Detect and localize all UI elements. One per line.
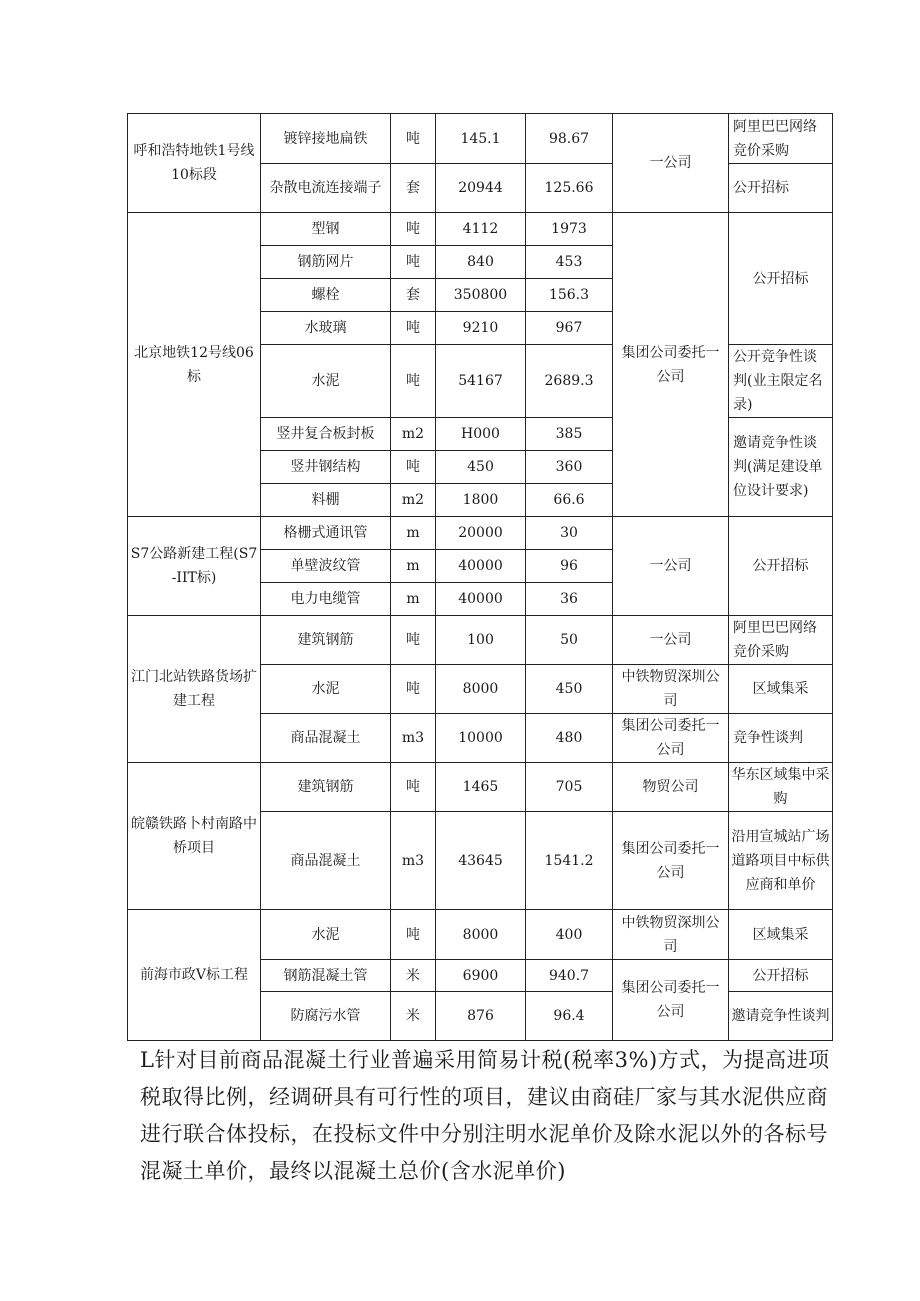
project-name: 呼和浩特地铁1号线10标段 <box>128 114 261 213</box>
quantity: 6900 <box>436 960 526 992</box>
amount: 400 <box>526 910 613 960</box>
material: 水泥 <box>261 345 391 418</box>
project-name: 皖赣铁路卜村南路中桥项目 <box>128 763 261 910</box>
material: 螺栓 <box>261 279 391 312</box>
material: 水泥 <box>261 910 391 960</box>
unit: 吨 <box>391 114 436 164</box>
unit: 吨 <box>391 345 436 418</box>
quantity: H000 <box>436 418 526 451</box>
supplier: 一公司 <box>613 114 729 213</box>
amount: 1973 <box>526 213 613 246</box>
procurement-method: 区域集采 <box>729 665 833 714</box>
amount: 50 <box>526 616 613 665</box>
quantity: 8000 <box>436 910 526 960</box>
procurement-method: 竞争性谈判 <box>729 714 833 763</box>
quantity: 20944 <box>436 164 526 213</box>
material: 防腐污水管 <box>261 992 391 1041</box>
unit: 吨 <box>391 910 436 960</box>
material: 商品混凝土 <box>261 714 391 763</box>
quantity: 43645 <box>436 812 526 910</box>
quantity: 1800 <box>436 484 526 517</box>
amount: 453 <box>526 246 613 279</box>
unit: m3 <box>391 714 436 763</box>
project-name: 前海市政V标工程 <box>128 910 261 1041</box>
supplier: 集团公司委托一公司 <box>613 213 729 517</box>
quantity: 8000 <box>436 665 526 714</box>
quantity: 145.1 <box>436 114 526 164</box>
table-row <box>128 616 833 665</box>
procurement-method: 沿用宣城站广场道路项目中标供应商和单价 <box>729 812 833 910</box>
unit: 米 <box>391 960 436 992</box>
procurement-method: 公开招标 <box>729 517 833 616</box>
material: 钢筋混凝土管 <box>261 960 391 992</box>
supplier: 物贸公司 <box>613 763 729 812</box>
amount: 98.67 <box>526 114 613 164</box>
unit: 套 <box>391 279 436 312</box>
material: 竖井复合板封板 <box>261 418 391 451</box>
procurement-method: 阿里巴巴网络竞价采购 <box>729 114 833 164</box>
quantity: 1465 <box>436 763 526 812</box>
procurement-method: 阿里巴巴网络竞价采购 <box>729 616 833 665</box>
amount: 450 <box>526 665 613 714</box>
supplier: 一公司 <box>613 616 729 665</box>
procurement-method: 华东区域集中采购 <box>729 763 833 812</box>
procurement-method: 公开竞争性谈判(业主限定名录) <box>729 345 833 418</box>
amount: 940.7 <box>526 960 613 992</box>
material: 水玻璃 <box>261 312 391 345</box>
amount: 156.3 <box>526 279 613 312</box>
amount: 2689.3 <box>526 345 613 418</box>
procurement-method: 公开招标 <box>729 960 833 992</box>
material: 型钢 <box>261 213 391 246</box>
quantity: 40000 <box>436 583 526 616</box>
unit: 米 <box>391 992 436 1041</box>
table-row <box>128 763 833 812</box>
amount: 96 <box>526 550 613 583</box>
quantity: 9210 <box>436 312 526 345</box>
material: 电力电缆管 <box>261 583 391 616</box>
quantity: 54167 <box>436 345 526 418</box>
amount: 360 <box>526 451 613 484</box>
material: 钢筋网片 <box>261 246 391 279</box>
quantity: 4112 <box>436 213 526 246</box>
procurement-method: 区域集采 <box>729 910 833 960</box>
supplier: 集团公司委托一公司 <box>613 812 729 910</box>
quantity: 20000 <box>436 517 526 550</box>
unit: m2 <box>391 418 436 451</box>
material: 镀锌接地扁铁 <box>261 114 391 164</box>
amount: 480 <box>526 714 613 763</box>
amount: 36 <box>526 583 613 616</box>
unit: 吨 <box>391 246 436 279</box>
table-row <box>128 213 833 246</box>
material: 竖井钢结构 <box>261 451 391 484</box>
supplier: 中铁物贸深圳公司 <box>613 910 729 960</box>
quantity: 100 <box>436 616 526 665</box>
supplier: 集团公司委托一公司 <box>613 960 729 1041</box>
procurement-table <box>127 113 833 1041</box>
material: 建筑钢筋 <box>261 616 391 665</box>
procurement-method: 邀请竞争性谈判(满足建设单位设计要求) <box>729 418 833 517</box>
table-row <box>128 517 833 550</box>
material: 建筑钢筋 <box>261 763 391 812</box>
quantity: 450 <box>436 451 526 484</box>
amount: 30 <box>526 517 613 550</box>
amount: 125.66 <box>526 164 613 213</box>
supplier: 一公司 <box>613 517 729 616</box>
material: 料棚 <box>261 484 391 517</box>
amount: 385 <box>526 418 613 451</box>
quantity: 40000 <box>436 550 526 583</box>
project-name: 北京地铁12号线06标 <box>128 213 261 517</box>
table-row <box>128 910 833 960</box>
material: 商品混凝土 <box>261 812 391 910</box>
material: 格栅式通讯管 <box>261 517 391 550</box>
supplier: 中铁物贸深圳公司 <box>613 665 729 714</box>
unit: m <box>391 583 436 616</box>
quantity: 10000 <box>436 714 526 763</box>
unit: m3 <box>391 812 436 910</box>
procurement-method: 公开招标 <box>729 164 833 213</box>
unit: m <box>391 517 436 550</box>
amount: 705 <box>526 763 613 812</box>
body-paragraph: L针对目前商品混凝土行业普遍采用简易计税(税率3%)方式，为提高进项税取得比例，经调研具有可行性的项目，建议由商硅厂家与其水泥供应商进行联合体投标，在投标文件中分别注明水泥单价及除水泥以外的各标号混凝土单价，最终以混凝土总价(含水泥单价) <box>140 1048 830 1183</box>
project-name: S7公路新建工程(S7-IIT标) <box>128 517 261 616</box>
table-row <box>128 114 833 164</box>
material: 单壁波纹管 <box>261 550 391 583</box>
quantity: 840 <box>436 246 526 279</box>
amount: 66.6 <box>526 484 613 517</box>
unit: m <box>391 550 436 583</box>
unit: 吨 <box>391 451 436 484</box>
amount: 1541.2 <box>526 812 613 910</box>
procurement-method: 邀请竞争性谈判 <box>729 992 833 1041</box>
unit: 吨 <box>391 763 436 812</box>
unit: m2 <box>391 484 436 517</box>
quantity: 876 <box>436 992 526 1041</box>
amount: 967 <box>526 312 613 345</box>
quantity: 350800 <box>436 279 526 312</box>
unit: 吨 <box>391 213 436 246</box>
unit: 套 <box>391 164 436 213</box>
project-name: 江门北站铁路货场扩建工程 <box>128 616 261 763</box>
unit: 吨 <box>391 665 436 714</box>
amount: 96.4 <box>526 992 613 1041</box>
material: 水泥 <box>261 665 391 714</box>
unit: 吨 <box>391 616 436 665</box>
unit: 吨 <box>391 312 436 345</box>
supplier: 集团公司委托一公司 <box>613 714 729 763</box>
procurement-method: 公开招标 <box>729 213 833 345</box>
material: 杂散电流连接端子 <box>261 164 391 213</box>
